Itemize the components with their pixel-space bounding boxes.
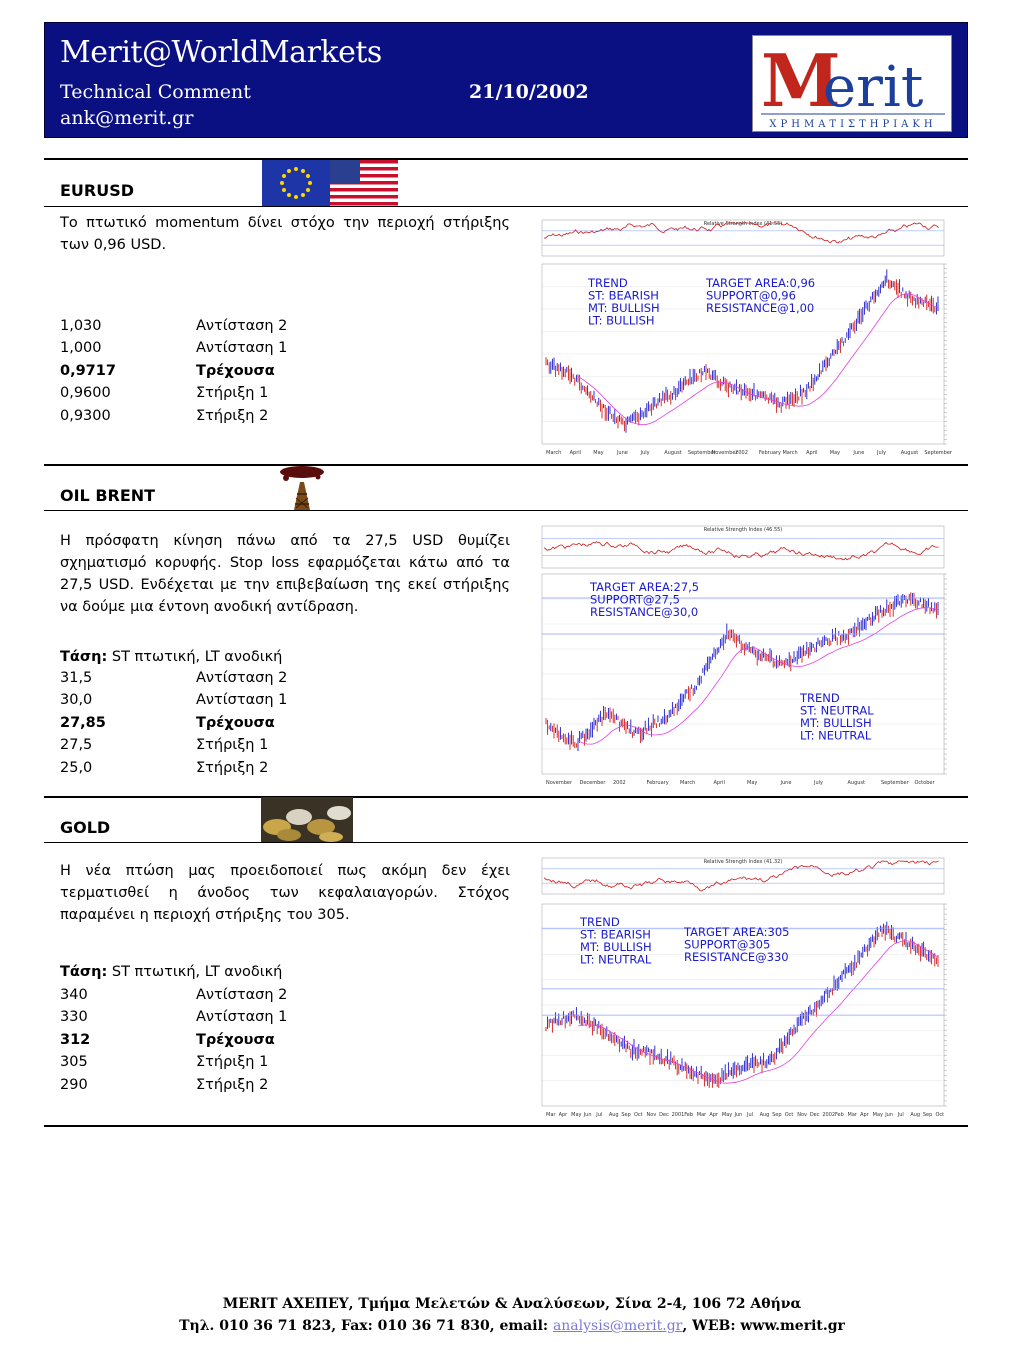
level-value: 305 bbox=[60, 1054, 88, 1070]
x-tick-label: October bbox=[914, 780, 935, 786]
level-label: Στήριξη 2 bbox=[196, 1077, 269, 1093]
header-email: ank@merit.gr bbox=[60, 107, 194, 129]
x-tick-label: Jul bbox=[747, 1112, 754, 1118]
svg-text:erit: erit bbox=[823, 55, 924, 120]
x-tick-label: August bbox=[664, 450, 682, 456]
x-tick-label: August bbox=[900, 450, 919, 456]
trend-label: Τάση: bbox=[60, 649, 108, 665]
footer-address: MERIT ΑΧΕΠΕΥ, Τμήμα Μελετών & Αναλύσεων, Σίνα 2-4, 106 72 Αθήνα bbox=[222, 1296, 802, 1312]
level-value: 312 bbox=[60, 1032, 91, 1048]
section-title-eurusd: EURUSD bbox=[60, 181, 135, 200]
level-row bbox=[60, 1032, 360, 1054]
chart-annotation: TREND bbox=[580, 915, 620, 929]
section-divider bbox=[44, 464, 968, 466]
level-row bbox=[60, 385, 360, 407]
level-value: 0,9300 bbox=[60, 408, 111, 424]
x-tick-label: September bbox=[687, 450, 716, 456]
x-tick-label: Oct bbox=[633, 1112, 643, 1118]
level-value: 1,030 bbox=[60, 318, 102, 334]
level-row bbox=[60, 987, 360, 1009]
section-divider bbox=[44, 842, 968, 843]
x-tick-label: Sep bbox=[772, 1112, 782, 1118]
chart-annotation: ST: NEUTRAL bbox=[800, 703, 874, 718]
x-tick-label: Dec bbox=[809, 1112, 820, 1118]
rsi-title: Relative Strength Index (41.32) bbox=[703, 859, 783, 865]
section-divider bbox=[44, 510, 968, 511]
x-tick-label: Jul bbox=[897, 1112, 904, 1118]
x-tick-label: March bbox=[680, 780, 696, 786]
section-text: Η πρόσφατη κίνηση πάνω από τα 27,5 USD θυμίζει σχηματισμό κορυφής. Stop loss εφαρμόζεται κάτω από τα 27,5 USD. Ενδέχεται με την επιβεβαίωση της εκεί στήριξης να δούμε μια έντονη ανοδική αντίδραση. bbox=[60, 533, 510, 615]
level-row bbox=[60, 318, 360, 340]
x-tick-label: Apr bbox=[709, 1112, 718, 1118]
x-tick-label: December bbox=[579, 780, 606, 786]
chart-annotation: LT: NEUTRAL bbox=[580, 952, 652, 967]
trend-line bbox=[60, 649, 282, 665]
trend-line bbox=[60, 964, 282, 980]
x-tick-label: August bbox=[847, 780, 865, 786]
level-value: 31,5 bbox=[60, 670, 93, 686]
chart-annotation: RESISTANCE@1,00 bbox=[706, 301, 815, 315]
footer-contact bbox=[0, 1318, 1024, 1334]
level-label: Αντίσταση 1 bbox=[196, 692, 288, 708]
chart-annotation: MT: BULLISH bbox=[588, 301, 660, 315]
x-tick-label: May bbox=[829, 450, 841, 456]
level-label: Στήριξη 1 bbox=[196, 737, 269, 753]
level-value: 25,0 bbox=[60, 760, 93, 776]
x-tick-label: November bbox=[711, 450, 738, 456]
level-value: 27,5 bbox=[60, 737, 93, 753]
header-subtitle: Technical Comment bbox=[60, 81, 251, 103]
x-tick-label: Aug bbox=[759, 1112, 770, 1118]
level-row bbox=[60, 340, 360, 362]
level-label: Τρέχουσα bbox=[196, 1032, 275, 1048]
section-divider bbox=[44, 796, 968, 798]
eu-us-flags-icon bbox=[262, 160, 398, 206]
x-tick-label: June bbox=[853, 450, 865, 456]
trend-text: ST πτωτική, LT ανοδική bbox=[107, 649, 283, 665]
chart-annotation: LT: NEUTRAL bbox=[800, 728, 872, 743]
level-label: Στήριξη 1 bbox=[196, 1054, 269, 1070]
footer-email-link[interactable]: analysis@merit.gr bbox=[552, 1318, 683, 1334]
x-tick-label: May bbox=[593, 450, 604, 456]
section-divider bbox=[44, 206, 968, 207]
x-tick-label: September bbox=[924, 450, 952, 456]
x-tick-label: Feb bbox=[684, 1112, 694, 1118]
level-label: Αντίσταση 2 bbox=[196, 987, 288, 1003]
chart-annotation: SUPPORT@27,5 bbox=[590, 592, 680, 607]
x-tick-label: Sep bbox=[922, 1112, 933, 1118]
x-tick-label: 2002 bbox=[822, 1112, 836, 1118]
level-row bbox=[60, 737, 360, 759]
x-tick-label: July bbox=[814, 780, 823, 786]
trend-label: Τάση: bbox=[60, 964, 108, 980]
x-tick-label: February bbox=[758, 450, 781, 456]
x-tick-label: Jul bbox=[596, 1112, 603, 1118]
level-row bbox=[60, 760, 360, 782]
x-tick-label: 2002 bbox=[613, 780, 626, 786]
gold-chart bbox=[528, 852, 968, 1122]
level-row bbox=[60, 363, 360, 385]
level-row bbox=[60, 715, 360, 737]
chart-annotation: RESISTANCE@330 bbox=[684, 950, 789, 964]
level-label: Στήριξη 2 bbox=[196, 408, 269, 424]
x-tick-label: March bbox=[782, 450, 798, 456]
chart-annotation: TREND bbox=[588, 276, 628, 290]
section-divider bbox=[44, 158, 968, 160]
level-label: Αντίσταση 2 bbox=[196, 318, 288, 334]
x-tick-label: April bbox=[806, 450, 818, 456]
x-tick-label: Nov bbox=[646, 1112, 657, 1118]
trend-text: ST πτωτική, LT ανοδική bbox=[107, 964, 283, 980]
section-text: Η νέα πτώση μας προειδοποιεί πως ακόμη δεν έχει τερματισθεί η άνοδος των κεφαλαιαγορών. Στόχος παραμένει η περιοχή στήριξης του 305. bbox=[60, 863, 510, 923]
level-label: Αντίσταση 2 bbox=[196, 670, 288, 686]
x-tick-label: Nov bbox=[797, 1112, 808, 1118]
chart-annotation: ST: BEARISH bbox=[580, 927, 651, 942]
level-row bbox=[60, 692, 360, 714]
x-tick-label: May bbox=[872, 1112, 883, 1118]
svg-text:ΧΡΗΜΑΤΙΣΤΗΡΙΑΚΗ: ΧΡΗΜΑΤΙΣΤΗΡΙΑΚΗ bbox=[769, 119, 937, 130]
x-tick-label: November bbox=[546, 780, 573, 786]
x-tick-label: Dec bbox=[659, 1112, 669, 1118]
level-value: 30,0 bbox=[60, 692, 93, 708]
chart-annotation: TREND bbox=[800, 691, 840, 705]
x-tick-label: Mar bbox=[546, 1112, 556, 1118]
chart-annotation: TARGET AREA:0,96 bbox=[706, 276, 816, 290]
x-tick-label: Aug bbox=[608, 1112, 619, 1118]
x-tick-label: Oct bbox=[784, 1112, 794, 1118]
x-tick-label: May bbox=[571, 1112, 582, 1118]
x-tick-label: April bbox=[569, 450, 582, 456]
level-label: Αντίσταση 1 bbox=[196, 1009, 288, 1025]
x-tick-label: Oct bbox=[935, 1112, 945, 1118]
svg-text:M: M bbox=[761, 38, 841, 123]
x-tick-label: Aug bbox=[910, 1112, 921, 1118]
x-tick-label: Apr bbox=[860, 1112, 869, 1118]
oil-derrick-icon bbox=[272, 464, 332, 510]
x-tick-label: September bbox=[881, 780, 909, 786]
rsi-title: Relative Strength Index (46.55) bbox=[703, 527, 783, 533]
x-tick-label: Jun bbox=[885, 1112, 893, 1118]
x-tick-label: July bbox=[640, 450, 650, 456]
section-title-oil-brent: OIL BRENT bbox=[60, 486, 156, 505]
x-tick-label: May bbox=[721, 1112, 733, 1118]
level-row bbox=[60, 408, 360, 430]
x-tick-label: Sep bbox=[621, 1112, 631, 1118]
eurusd-chart bbox=[528, 214, 968, 460]
header-date: 21/10/2002 bbox=[469, 81, 589, 103]
level-row bbox=[60, 670, 360, 692]
chart-annotation: SUPPORT@305 bbox=[684, 937, 771, 952]
level-row bbox=[60, 1009, 360, 1031]
chart-annotation: LT: BULLISH bbox=[588, 313, 655, 328]
x-tick-label: Mar bbox=[696, 1112, 707, 1118]
level-value: 1,000 bbox=[60, 340, 102, 356]
level-value: 340 bbox=[60, 987, 88, 1003]
section-text: Το πτωτικό momentum δίνει στόχο την περιοχή στήριξης των 0,96 USD. bbox=[60, 215, 510, 253]
chart-annotation: TARGET AREA:27,5 bbox=[590, 580, 700, 594]
level-label: Τρέχουσα bbox=[196, 715, 275, 731]
x-tick-label: 2002 bbox=[735, 450, 748, 456]
x-tick-label: March bbox=[546, 450, 562, 456]
x-tick-label: Mar bbox=[847, 1112, 857, 1118]
level-label: Στήριξη 2 bbox=[196, 760, 269, 776]
x-tick-label: Apr bbox=[558, 1112, 568, 1118]
section-divider bbox=[44, 1125, 968, 1127]
level-row bbox=[60, 1054, 360, 1076]
level-label: Αντίσταση 1 bbox=[196, 340, 288, 356]
level-value: 0,9717 bbox=[60, 363, 116, 379]
chart-annotation: SUPPORT@0,96 bbox=[706, 288, 796, 303]
x-tick-label: Jun bbox=[734, 1112, 743, 1118]
level-label: Στήριξη 1 bbox=[196, 385, 269, 401]
x-tick-label: June bbox=[616, 450, 628, 456]
x-tick-label: June bbox=[780, 780, 792, 786]
chart-annotation: MT: BULLISH bbox=[580, 940, 652, 954]
footer-web: , WEB: www.merit.gr bbox=[682, 1318, 845, 1334]
section-title-gold: GOLD bbox=[60, 818, 111, 837]
x-tick-label: April bbox=[713, 780, 725, 786]
chart-annotation: ST: BEARISH bbox=[588, 288, 659, 303]
merit-logo bbox=[752, 35, 952, 132]
footer-phones: Τηλ. 010 36 71 823, Fax: 010 36 71 830, email: bbox=[179, 1318, 553, 1334]
oil-brent-chart bbox=[528, 520, 968, 790]
x-tick-label: Jun bbox=[583, 1112, 592, 1118]
header-title: Merit@WorldMarkets bbox=[60, 35, 382, 70]
chart-annotation: RESISTANCE@30,0 bbox=[590, 605, 699, 619]
chart-annotation: MT: BULLISH bbox=[800, 716, 872, 730]
level-value: 330 bbox=[60, 1009, 88, 1025]
x-tick-label: Feb bbox=[834, 1112, 844, 1118]
header-banner bbox=[44, 22, 968, 138]
level-value: 290 bbox=[60, 1077, 88, 1093]
chart-annotation: TARGET AREA:305 bbox=[684, 925, 790, 939]
gold-coins-icon bbox=[261, 797, 353, 842]
level-label: Τρέχουσα bbox=[196, 363, 275, 379]
x-tick-label: 2001 bbox=[671, 1112, 685, 1118]
x-tick-label: February bbox=[646, 780, 669, 786]
level-value: 27,85 bbox=[60, 715, 106, 731]
level-value: 0,9600 bbox=[60, 385, 111, 401]
level-row bbox=[60, 1077, 360, 1099]
rsi-title: Relative Strength Index (41.55) bbox=[703, 221, 783, 227]
x-tick-label: July bbox=[877, 450, 887, 456]
x-tick-label: May bbox=[747, 780, 758, 786]
